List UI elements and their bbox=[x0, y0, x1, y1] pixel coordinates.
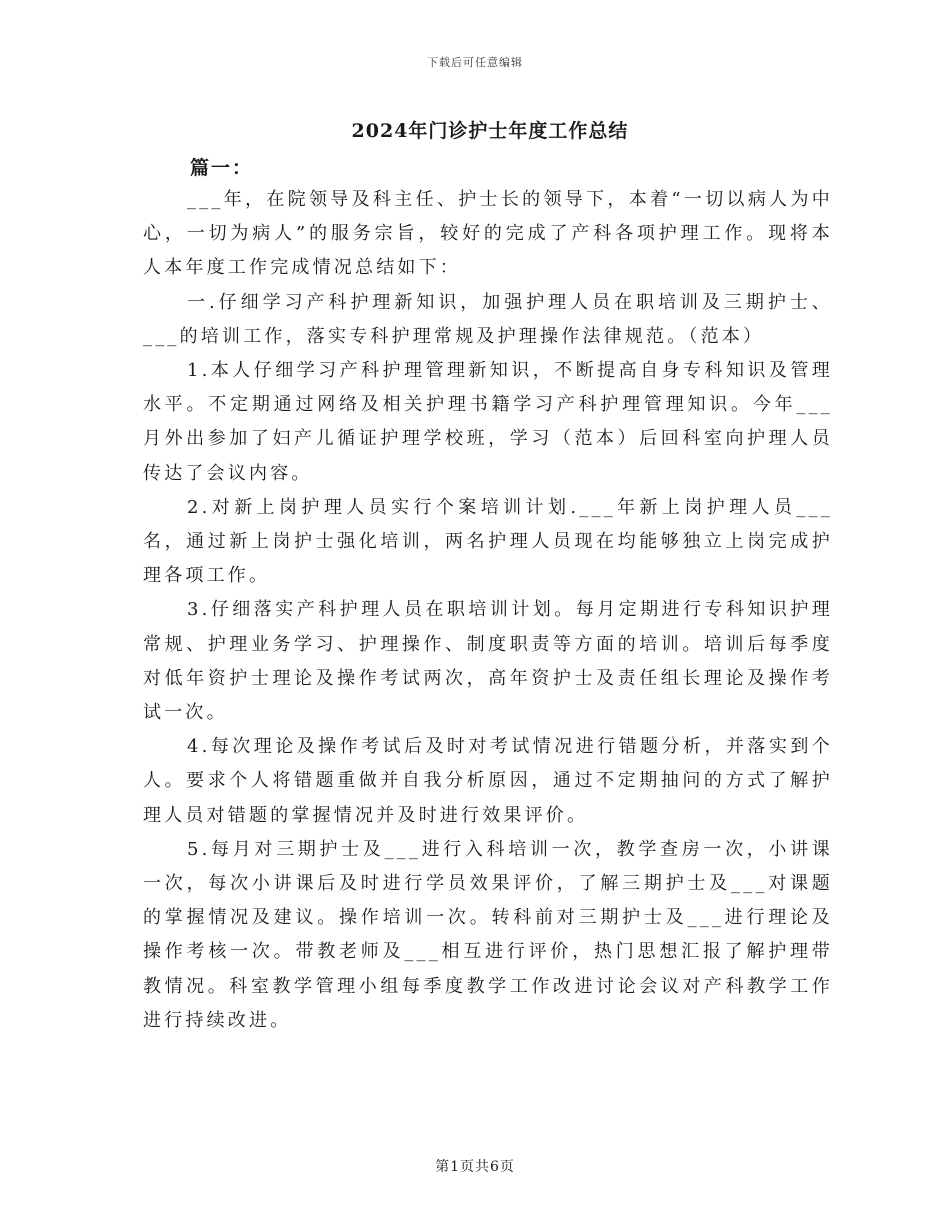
paragraph-item-4: 4.每次理论及操作考试后及时对考试情况进行错题分析，并落实到个人。要求个人将错题重做并自我分析原因，通过不定期抽问的方式了解护理人员对错题的掌握情况并及时进行效果评价。 bbox=[143, 736, 833, 826]
paragraph-item-1: 1.本人仔细学习产科护理管理新知识，不断提高自身专科知识及管理水平。不定期通过网络及相关护理书籍学习产科护理管理知识。今年___月外出参加了妇产儿循证护理学校班，学习（范本）后回科室向护理人员传达了会议内容。 bbox=[143, 360, 833, 484]
header-note: 下载后可任意编辑 bbox=[427, 56, 523, 69]
paragraph-item-3: 3.仔细落实产科护理人员在职培训计划。每月定期进行专科知识护理常规、护理业务学习、护理操作、制度职责等方面的培训。培训后每季度对低年资护士理论及操作考试两次，高年资护士及责任组长理论及操作考试一次。 bbox=[143, 599, 833, 724]
page-number: 第1页共6页 bbox=[435, 1159, 515, 1175]
paragraph-item-5: 5.每月对三期护士及___进行入科培训一次，教学查房一次，小讲课一次，每次小讲课后及时进行学员效果评价，了解三期护士及___对课题的掌握情况及建议。操作培训一次。转科前对三期护士及___进行理论及操作考核一次。带教老师及___相互进行评价，热门思想汇报了解护理带教情况。科室教学管理小组每季度教学工作改进讨论会议对产科教学工作进行持续改进。 bbox=[143, 838, 833, 1031]
document-title: 2024年门诊护士年度工作总结 bbox=[351, 120, 629, 142]
document-body bbox=[143, 183, 833, 1038]
paragraph-item-2: 2.对新上岗护理人员实行个案培训计划.___年新上岗护理人员___名，通过新上岗护士强化培训，两名护理人员现在均能够独立上岗完成护理各项工作。 bbox=[143, 496, 833, 587]
section-title: 篇一： bbox=[190, 157, 254, 179]
paragraph-intro: ___年，在院领导及科主任、护士长的领导下，本着“一切以病人为中心，一切为病人”的服务宗旨，较好的完成了产科各项护理工作。现将本人本年度工作完成情况总结如下： bbox=[143, 189, 833, 279]
paragraph-section-one: 一.仔细学习产科护理新知识，加强护理人员在职培训及三期护士、___的培训工作，落实专科护理常规及护理操作法律规范。（范本） bbox=[143, 291, 833, 347]
